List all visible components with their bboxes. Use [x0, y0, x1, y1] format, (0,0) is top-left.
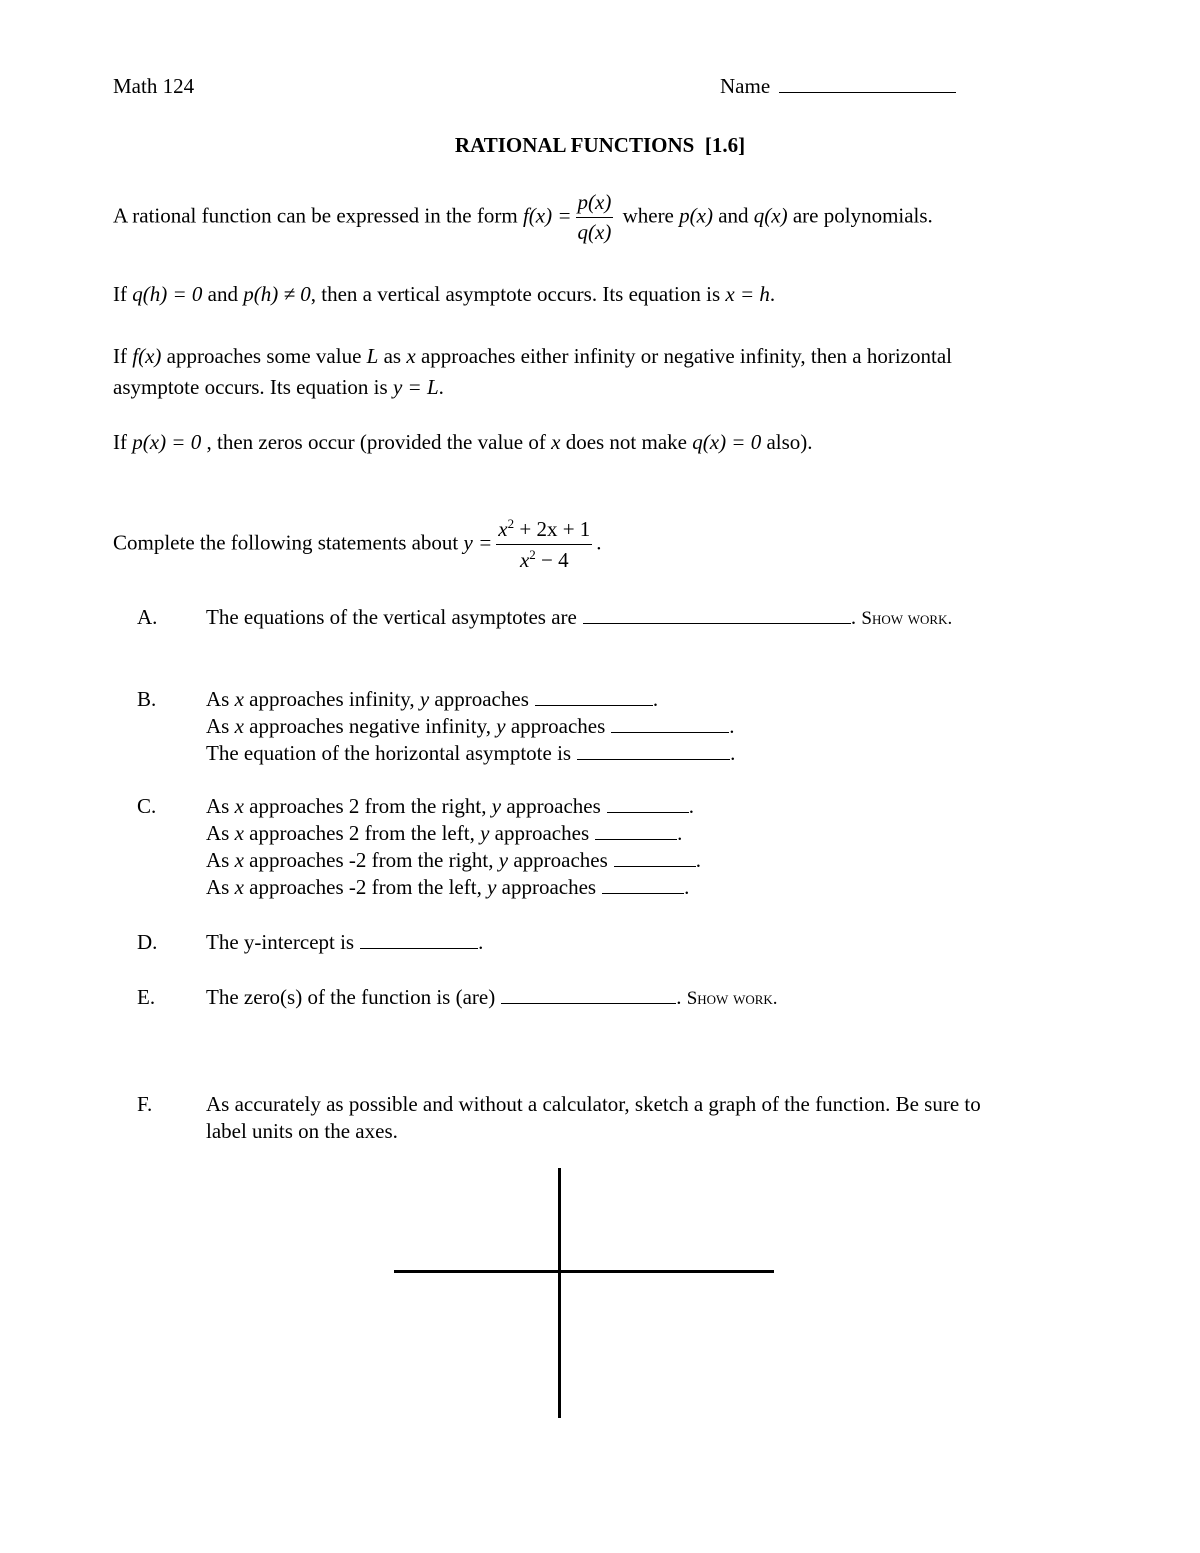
item-d: D. The y-intercept is . — [137, 930, 484, 954]
item-a: A. The equations of the vertical asymptotes are . Show work. — [137, 605, 953, 629]
answer-c2-blank[interactable] — [595, 821, 677, 840]
intro-horizontal-asymptote: If f(x) approaches some value L as x approaches either infinity or negative infinity, then a horizontal asymptote occurs. Its equation is y = L. — [113, 344, 952, 399]
intro-zeros: If p(x) = 0 , then zeros occur (provided the value of x does not make q(x) = 0 also). — [113, 430, 813, 454]
item-e: E. The zero(s) of the function is (are) . Show work. — [137, 985, 778, 1009]
item-e-label: E. — [137, 985, 156, 1009]
answer-c3-blank[interactable] — [614, 848, 696, 867]
intro-vertical-asymptote: If q(h) = 0 and p(h) ≠ 0, then a vertical asymptote occurs. Its equation is x = h. — [113, 282, 776, 306]
x-axis — [394, 1270, 774, 1273]
name-field[interactable] — [720, 74, 956, 99]
course-title: Math 124 — [113, 74, 195, 98]
answer-a-blank[interactable] — [583, 605, 851, 624]
answer-d-blank[interactable] — [360, 930, 478, 949]
page-title: RATIONAL FUNCTIONS [1.6] — [454, 133, 746, 157]
function-fraction: $\frac{x^2 + 2x + 1}{x^2 - 4}$ — [498, 516, 591, 572]
item-f: F. As accurately as possible and without a calculator, sketch a graph of the function. Be sure to label units on the axes. — [137, 1092, 981, 1143]
name-label: Name — [720, 74, 771, 98]
item-f-label: F. — [137, 1092, 153, 1116]
answer-b1-blank[interactable] — [535, 687, 653, 706]
answer-c4-blank[interactable] — [602, 875, 684, 894]
name-blank[interactable] — [779, 74, 956, 93]
item-d-label: D. — [137, 930, 158, 954]
item-b-label: B. — [137, 687, 157, 711]
item-b: B. As x approaches infinity, y approaches . As x approaches negative infinity, y approaches . The equation of the horizontal asymptote is . — [137, 687, 736, 765]
item-c: C. As x approaches 2 from the right, y approaches . As x approaches 2 from the left, y approaches . As x approaches -2 from the right, y approaches . As x approaches -2 from the left, y approaches . — [137, 794, 702, 899]
intro-definition: A rational function can be expressed in the form f(x) = $\frac{p(x)}{q(x)}$ where p(x) and q(x) are polynomials. — [113, 190, 933, 244]
answer-b3-blank[interactable] — [577, 741, 730, 760]
show-work-a: Show work. — [861, 608, 953, 629]
function-statement: Complete the following statements about y = $\frac{x^2 + 2x + 1}{x^2 - 4}$ . — [113, 516, 602, 572]
answer-e-blank[interactable] — [501, 985, 676, 1004]
show-work-e: Show work. — [686, 988, 778, 1009]
pq-fraction: $\frac{p(x)}{q(x)}$ — [577, 190, 612, 244]
answer-c1-blank[interactable] — [607, 794, 689, 813]
item-c-label: C. — [137, 794, 157, 818]
y-axis — [558, 1168, 561, 1418]
item-a-label: A. — [137, 605, 158, 629]
answer-b2-blank[interactable] — [611, 714, 729, 733]
